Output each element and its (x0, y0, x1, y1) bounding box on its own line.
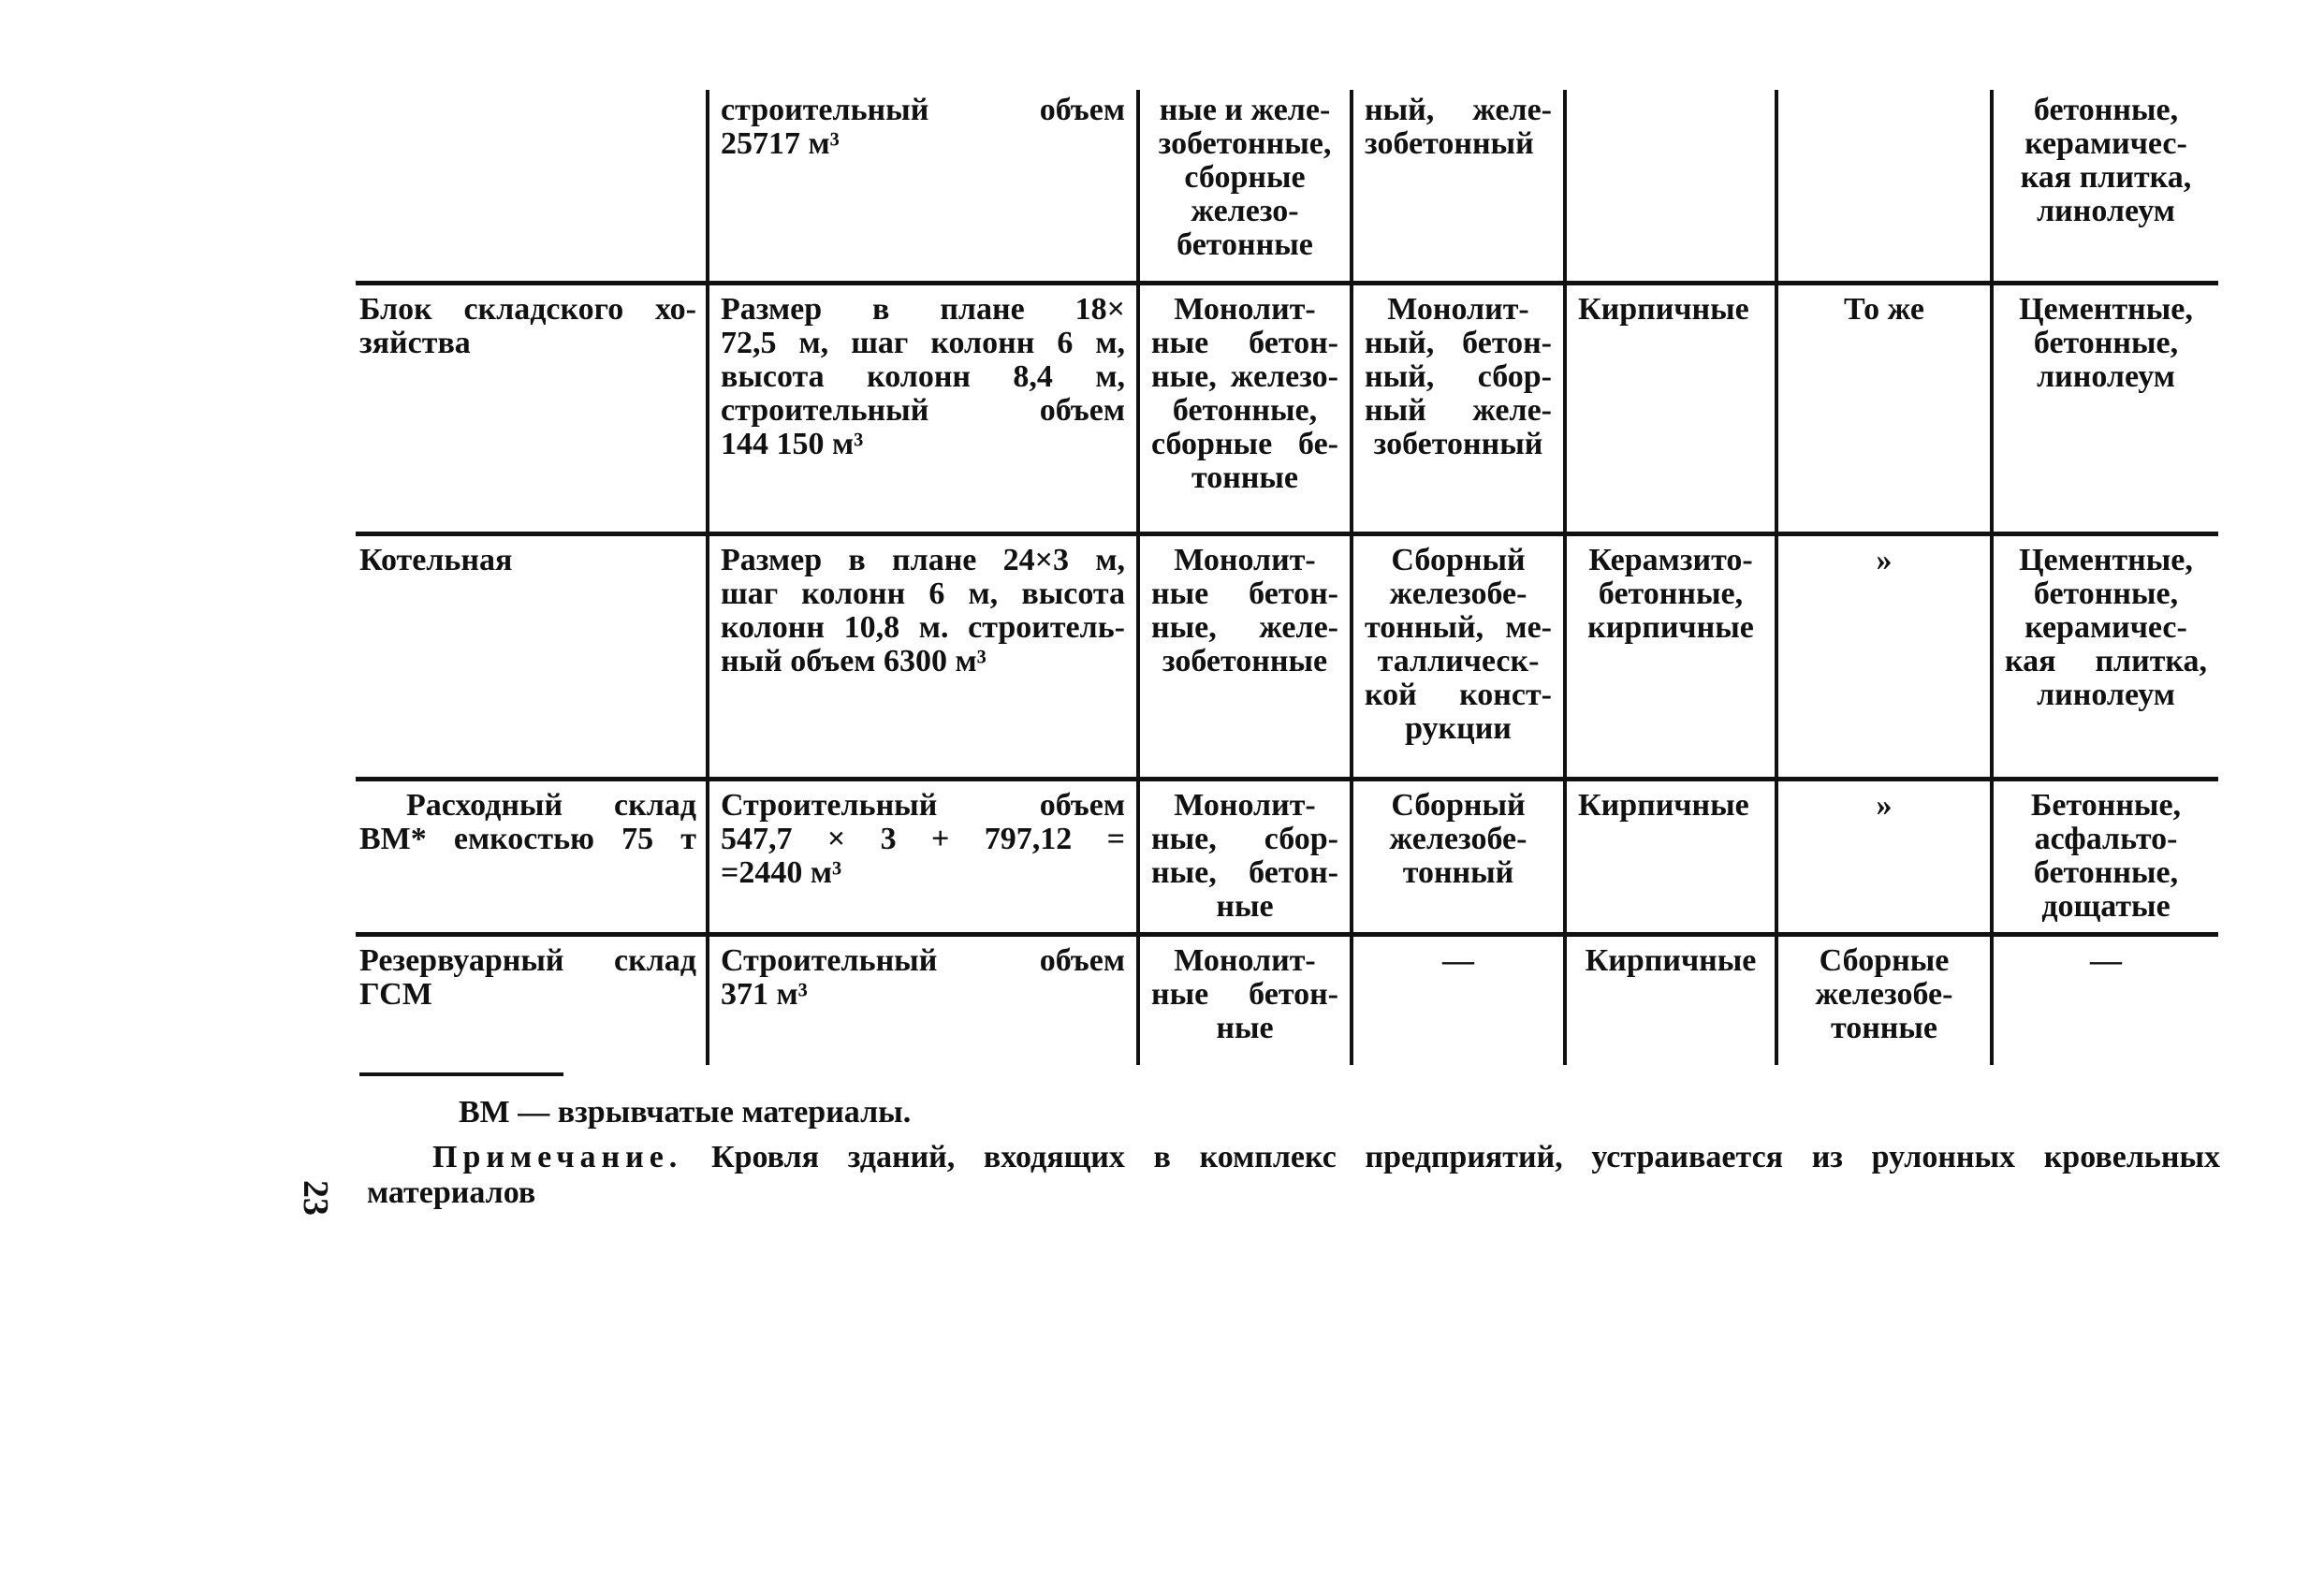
frame-cell: Монолит- ный, бетон- ный, сбор- ный желе- зобетонный (1352, 283, 1565, 533)
roof-cell: » (1776, 779, 1992, 934)
floors-cell: бетонные, керамичес- кая плитка, линолеум (1992, 90, 2218, 283)
floors-cell: Цементные, бетонные, линолеум (1992, 283, 2218, 533)
roof-cell: » (1776, 533, 1992, 779)
frame-cell: Сборный железобе- тонный, ме- таллическ- кой конст- рукции (1352, 533, 1565, 779)
table-row (356, 533, 2218, 779)
frame-cell: ный, желе- зобетонный (1352, 90, 1565, 283)
walls-cell: Кирпичные (1565, 283, 1776, 533)
note-text-continued: материалов (367, 1175, 536, 1210)
note-heading: Примечание. (432, 1140, 683, 1174)
foundations-cell: Монолит- ные бетон- ные (1138, 934, 1352, 1065)
parameters-cell: Размер в плане 24×3 м, шаг колонн 6 м, высота колонн 10,8 м. строитель- ный объем 6300 м³ (708, 533, 1138, 779)
table-row (356, 283, 2218, 533)
table-row (356, 934, 2218, 1065)
roof-cell: То же (1776, 283, 1992, 533)
walls-cell: Кирпичные (1565, 934, 1776, 1065)
foundations-cell: Монолит- ные бетон- ные, желе- зобетонные (1138, 533, 1352, 779)
walls-cell (1565, 90, 1776, 283)
parameters-cell: строительный объем 25717 м³ (708, 90, 1138, 283)
frame-cell: Сборный железобе- тонный (1352, 779, 1565, 934)
floors-cell: Цементные, бетонные, керамичес- кая плитка, линолеум (1992, 533, 2218, 779)
foundations-cell: Монолит- ные бетон- ные, железо- бетонные, сборные бе- тонные (1138, 283, 1352, 533)
foundations-cell: Монолит- ные, сбор- ные, бетон- ные (1138, 779, 1352, 934)
note-text: Кровля зданий, входящих в комплекс предприятий, устраивается из рулонных кровельных (710, 1140, 2221, 1174)
frame-cell: — (1352, 934, 1565, 1065)
table-row (356, 90, 2218, 283)
roof-cell: Сборные железобе- тонные (1776, 934, 1992, 1065)
parameters-cell: Строительный объем 371 м³ (708, 934, 1138, 1065)
page-number: 23 (296, 1180, 335, 1216)
note (367, 1140, 2220, 1211)
building-name-cell: Блок складского хо- зяйства (356, 283, 708, 533)
walls-cell: Керамзито- бетонные, кирпичные (1565, 533, 1776, 779)
building-name-cell: Котельная (356, 533, 708, 779)
buildings-table (356, 90, 2218, 1065)
building-name-cell: Резервуарный склад ГСМ (356, 934, 708, 1065)
parameters-cell: Строительный объем 547,7 × 3 + 797,12 = =2440 м³ (708, 779, 1138, 934)
walls-cell: Кирпичные (1565, 779, 1776, 934)
building-name-cell: Расходный склад ВМ* емкостью 75 т (356, 779, 708, 934)
parameters-cell: Размер в плане 18× 72,5 м, шаг колонн 6 м, высота колонн 8,4 м, строительный объем 144 150 м³ (708, 283, 1138, 533)
building-name-cell (356, 90, 708, 283)
foundations-cell: ные и желе- зобетонные, сборные железо- бетонные (1138, 90, 1352, 283)
roof-cell (1776, 90, 1992, 283)
floors-cell: Бетонные, асфальто- бетонные, дощатые (1992, 779, 2218, 934)
table-row (356, 779, 2218, 934)
footnote-divider (359, 1072, 563, 1076)
footnote: ВМ — взрывчатые материалы. (459, 1095, 912, 1130)
floors-cell: — (1992, 934, 2218, 1065)
